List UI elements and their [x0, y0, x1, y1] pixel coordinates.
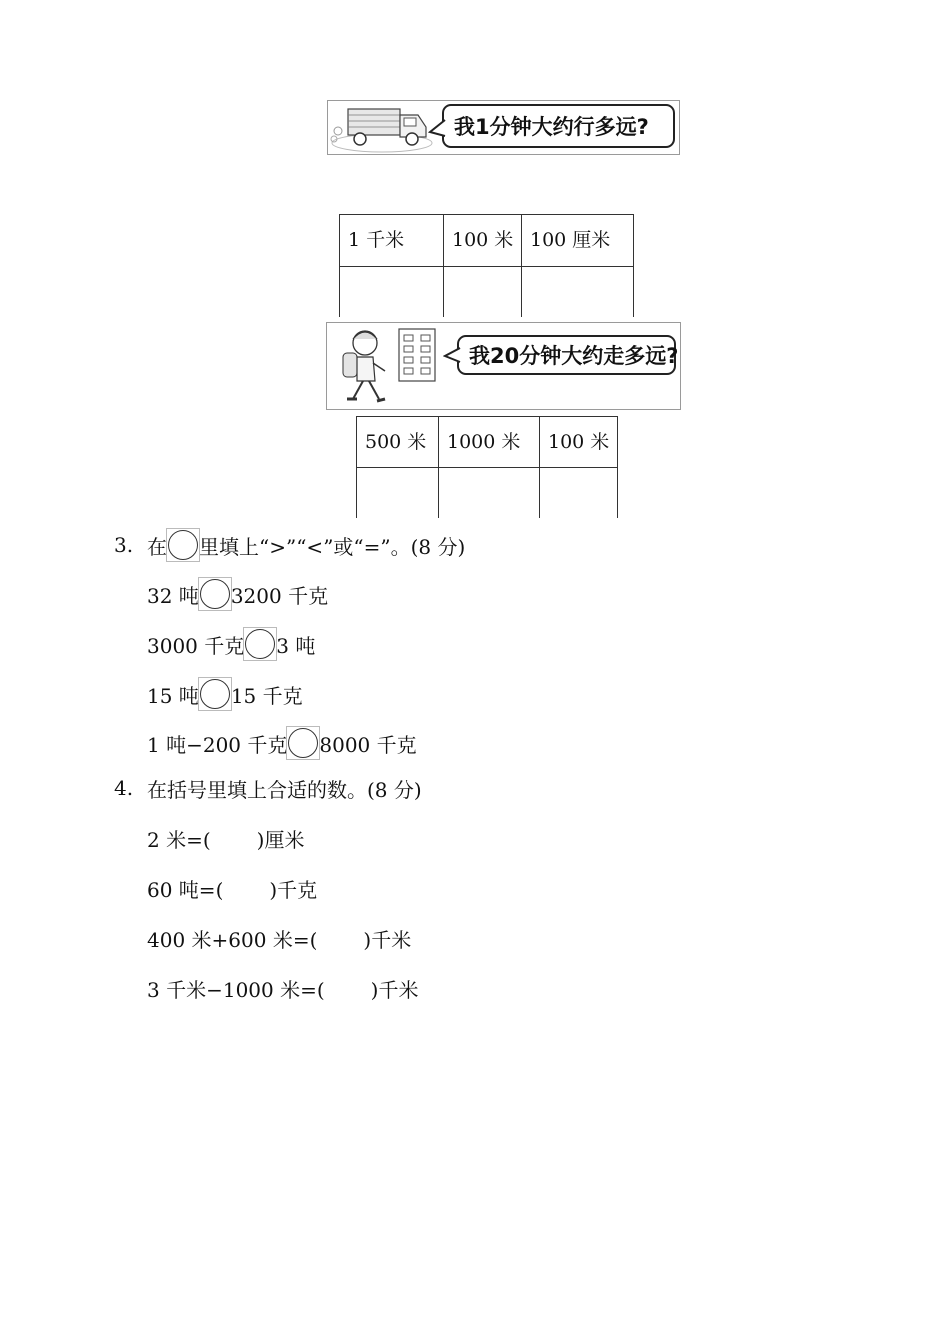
truck-bubble-text: 我1分钟大约行多远? — [454, 115, 649, 139]
compare-item: 32 吨 3200 千克 — [147, 577, 328, 611]
option-cell: 1 千米 — [340, 215, 444, 267]
answer-cell[interactable] — [444, 267, 522, 317]
compare-circle-icon — [168, 530, 198, 560]
option-cell: 500 米 — [357, 417, 439, 468]
answer-cell[interactable] — [439, 468, 540, 518]
fill-item: 400 米+600 米=( )千米 — [147, 927, 412, 952]
fill-item: 2 米=( )厘米 — [147, 827, 305, 852]
answer-cell[interactable] — [522, 267, 634, 317]
bubble-tail — [428, 117, 446, 139]
answer-circle[interactable] — [200, 579, 230, 609]
compare-item: 1 吨−200 千克 8000 千克 — [147, 726, 417, 760]
answer-circle[interactable] — [288, 728, 318, 758]
answer-cell[interactable] — [340, 267, 444, 317]
fill-item: 60 吨=( )千克 — [147, 877, 318, 902]
compare-item: 3000 千克 3 吨 — [147, 627, 315, 661]
truck-icon — [330, 103, 435, 153]
truck-question-banner — [327, 100, 680, 155]
truck-options-table — [339, 214, 634, 317]
question-text: 在括号里填上合适的数。(8 分) — [147, 777, 422, 802]
boy-question-banner — [326, 322, 681, 410]
answer-cell[interactable] — [540, 468, 618, 518]
question-text-pre: 在 — [147, 534, 167, 559]
truck-speech-bubble — [442, 104, 675, 148]
bubble-tail — [443, 345, 461, 367]
fill-item: 3 千米−1000 米=( )千米 — [147, 977, 419, 1002]
option-cell: 100 厘米 — [522, 215, 634, 267]
question-text-post: 里填上“>”“<”或“=”。(8 分) — [199, 534, 466, 559]
question-3-title — [114, 528, 465, 562]
question-number: 4. — [114, 776, 134, 800]
option-cell: 1000 米 — [439, 417, 540, 468]
answer-cell[interactable] — [357, 468, 439, 518]
answer-circle[interactable] — [200, 679, 230, 709]
boy-options-table — [356, 416, 618, 518]
question-number: 3. — [114, 533, 134, 557]
option-cell: 100 米 — [540, 417, 618, 468]
boy-bubble-text: 我20分钟大约走多远? — [469, 344, 679, 368]
compare-item: 15 吨 15 千克 — [147, 677, 303, 711]
question-4-title — [114, 771, 422, 805]
option-cell: 100 米 — [444, 215, 522, 267]
boy-walking-icon — [329, 325, 449, 409]
answer-circle[interactable] — [245, 629, 275, 659]
boy-speech-bubble — [457, 335, 679, 375]
